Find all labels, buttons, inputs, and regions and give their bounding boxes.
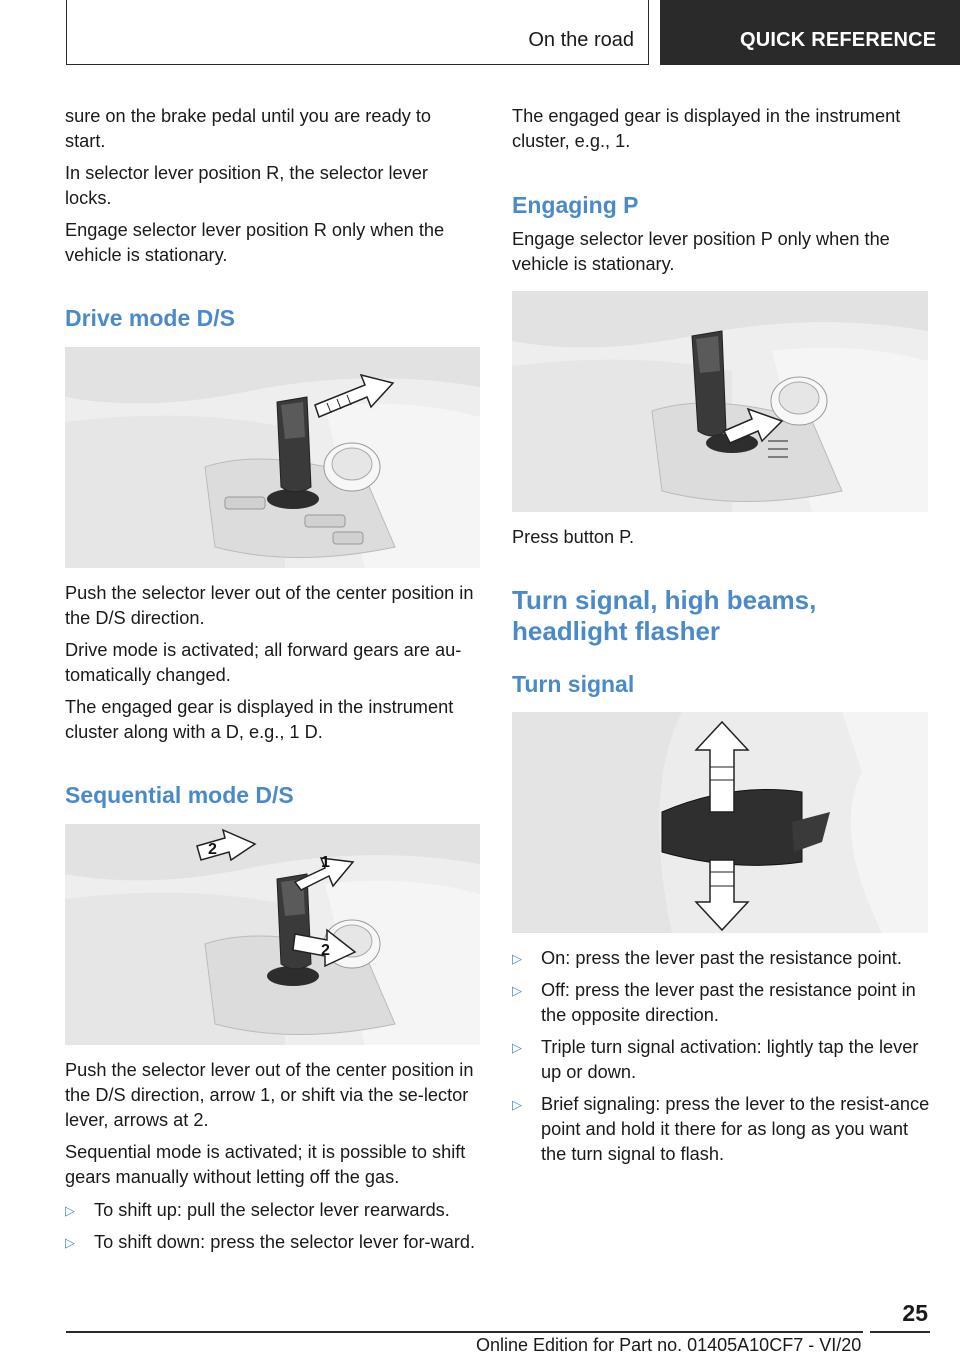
sequential-paragraph-1: Push the selector lever out of the center position in the D/S direction, arrow 1, or shift via the se‐lector lever, arrows at 2. xyxy=(65,1060,474,1130)
bullet-triangle-icon: ▷ xyxy=(65,1235,75,1250)
header-chapter-tab xyxy=(660,0,960,65)
turn-signal-figure xyxy=(512,712,928,933)
sequential-bullet-2-text: To shift down: press the selector lever for‐ward. xyxy=(94,1232,476,1252)
sequential-bullet-2 xyxy=(65,1230,485,1255)
page-number: 25 xyxy=(902,1300,928,1326)
drive-paragraph-3: The engaged gear is displayed in the instrument cluster along with a D, e.g., 1 D. xyxy=(65,697,454,742)
left-paragraph-2: In selector lever position R, the selector lever locks. xyxy=(65,163,428,208)
turn-bullet-2 xyxy=(512,978,932,1028)
drive-paragraph-2: Drive mode is activated; all forward gears are au‐tomatically changed. xyxy=(65,640,462,685)
right-paragraph-1: The engaged gear is displayed in the instrument cluster, e.g., 1. xyxy=(512,106,901,151)
arrow-2-label-top: 2 xyxy=(208,841,217,858)
engaging-p-figure xyxy=(512,291,928,512)
footer-divider xyxy=(66,1331,863,1333)
bullet-triangle-icon: ▷ xyxy=(512,951,522,966)
arrow-1-label: 1 xyxy=(321,854,330,871)
left-paragraph-1: sure on the brake pedal until you are ready to start. xyxy=(65,106,432,151)
engaging-p-paragraph: Engage selector lever position P only when the vehicle is stationary. xyxy=(512,229,890,274)
sequential-mode-heading: Sequential mode D/S xyxy=(65,782,294,808)
turn-bullet-3-text: Triple turn signal activation: lightly tap the lever up or down. xyxy=(541,1037,919,1082)
left-paragraph-3: Engage selector lever position R only when the vehicle is stationary. xyxy=(65,220,445,265)
footer-edition-text: Online Edition for Part no. 01405A10CF7 - VI/20 xyxy=(476,1335,862,1355)
footer-divider-short xyxy=(870,1331,930,1333)
sequential-paragraph-2: Sequential mode is activated; it is possible to shift gears manually without letting off the gas. xyxy=(65,1142,466,1187)
drive-paragraph-1: Push the selector lever out of the center position in the D/S direction. xyxy=(65,583,474,628)
turn-bullet-4 xyxy=(512,1092,932,1167)
bullet-triangle-icon: ▷ xyxy=(512,1097,522,1112)
drive-mode-figure xyxy=(65,347,480,568)
sequential-bullet-1-text: To shift up: pull the selector lever rearwards. xyxy=(94,1200,450,1220)
press-button-p-text: Press button P. xyxy=(512,527,635,547)
engaging-p-heading: Engaging P xyxy=(512,192,639,218)
turn-bullet-2-text: Off: press the lever past the resistance point in the opposite direction. xyxy=(541,980,916,1025)
header-chapter-label: QUICK REFERENCE xyxy=(740,29,937,51)
turn-bullet-1-text: On: press the lever past the resistance point. xyxy=(541,948,902,968)
turn-bullet-4-text: Brief signaling: press the lever to the resist‐ance point and hold it there for as long as you want the turn signal to flash. xyxy=(541,1094,930,1164)
turn-signal-subheading: Turn signal xyxy=(512,671,635,697)
sequential-mode-figure xyxy=(65,824,480,1045)
bullet-triangle-icon: ▷ xyxy=(65,1203,75,1218)
header-section-tab xyxy=(66,0,649,65)
bullet-triangle-icon: ▷ xyxy=(512,1040,522,1055)
drive-mode-heading: Drive mode D/S xyxy=(65,305,235,331)
bullet-triangle-icon: ▷ xyxy=(512,983,522,998)
turn-bullet-1 xyxy=(512,946,932,971)
header-section-label: On the road xyxy=(528,29,634,51)
turn-signal-main-heading: Turn signal, high beams, headlight flasher xyxy=(512,585,817,646)
arrow-2-label-bottom: 2 xyxy=(321,942,330,959)
turn-bullet-3 xyxy=(512,1035,932,1085)
sequential-bullet-1 xyxy=(65,1198,485,1223)
